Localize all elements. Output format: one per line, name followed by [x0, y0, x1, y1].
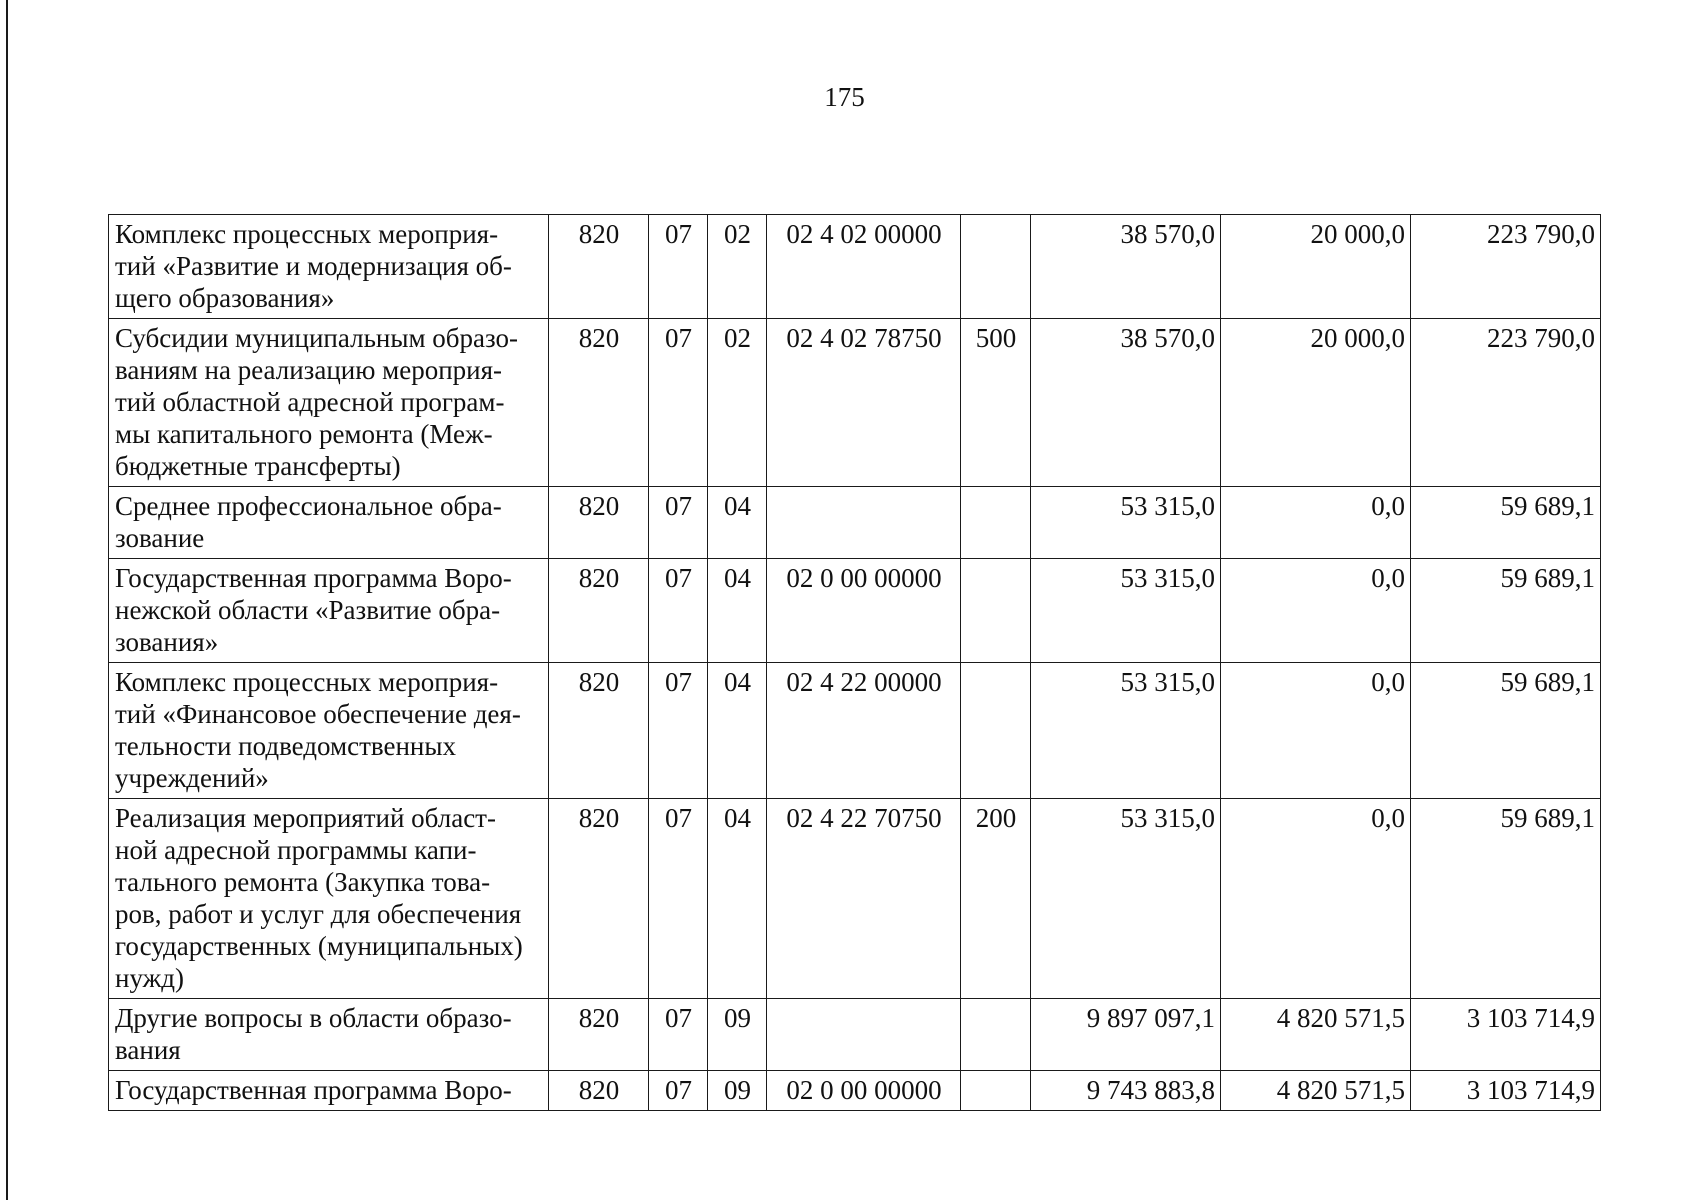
scan-left-border	[6, 0, 8, 1200]
cell-ministry-code: 820	[549, 487, 649, 559]
item-name-line: Государственная программа Воро-	[115, 1075, 512, 1105]
cell-amount-2: 0,0	[1221, 559, 1411, 663]
cell-amount-1: 38 570,0	[1031, 215, 1221, 319]
cell-subsection-code: 04	[708, 799, 767, 999]
cell-expense-type-code	[961, 1071, 1031, 1111]
page-number: 175	[824, 82, 865, 112]
cell-target-article-code: 02 4 02 78750	[767, 319, 961, 487]
item-name-line: ной адресной программы капи-	[115, 835, 477, 865]
table-row	[109, 799, 1601, 999]
item-name-line: ров, работ и услуг для обеспечения	[115, 899, 522, 929]
item-name-line: зование	[115, 523, 205, 553]
cell-expense-type-code: 500	[961, 319, 1031, 487]
cell-amount-1: 53 315,0	[1031, 663, 1221, 799]
cell-expense-type-code	[961, 559, 1031, 663]
cell-amount-1: 53 315,0	[1031, 799, 1221, 999]
cell-subsection-code: 04	[708, 559, 767, 663]
table-row	[109, 663, 1601, 799]
cell-ministry-code: 820	[549, 799, 649, 999]
cell-amount-2: 4 820 571,5	[1221, 999, 1411, 1071]
cell-subsection-code: 02	[708, 319, 767, 487]
cell-amount-1: 53 315,0	[1031, 487, 1221, 559]
item-name-line: тий «Развитие и модернизация об-	[115, 251, 512, 281]
cell-amount-1: 53 315,0	[1031, 559, 1221, 663]
cell-expense-type-code	[961, 215, 1031, 319]
item-name-line: Комплекс процессных мероприя-	[115, 667, 499, 697]
cell-amount-3: 223 790,0	[1411, 215, 1601, 319]
item-name-line: щего образования»	[115, 283, 335, 313]
cell-amount-2: 20 000,0	[1221, 215, 1411, 319]
budget-table	[108, 214, 1601, 1111]
item-name-line: Другие вопросы в области образо-	[115, 1003, 512, 1033]
cell-subsection-code: 02	[708, 215, 767, 319]
cell-item-name	[109, 215, 549, 319]
item-name-line: нужд)	[115, 963, 184, 993]
cell-subsection-code: 04	[708, 487, 767, 559]
item-name-line: зования»	[115, 627, 219, 657]
cell-target-article-code: 02 4 22 70750	[767, 799, 961, 999]
cell-target-article-code: 02 0 00 00000	[767, 559, 961, 663]
cell-section-code: 07	[649, 663, 708, 799]
cell-expense-type-code	[961, 663, 1031, 799]
cell-amount-3: 3 103 714,9	[1411, 1071, 1601, 1111]
item-name-line: тий областной адресной програм-	[115, 387, 505, 417]
item-name-line: мы капитального ремонта (Меж-	[115, 419, 493, 449]
cell-amount-1: 38 570,0	[1031, 319, 1221, 487]
table-row	[109, 487, 1601, 559]
item-name-line: бюджетные трансферты)	[115, 451, 401, 481]
cell-subsection-code: 09	[708, 1071, 767, 1111]
item-name-line: тий «Финансовое обеспечение дея-	[115, 699, 521, 729]
budget-table-body	[109, 215, 1601, 1111]
cell-section-code: 07	[649, 559, 708, 663]
cell-amount-3: 59 689,1	[1411, 663, 1601, 799]
cell-amount-3: 3 103 714,9	[1411, 999, 1601, 1071]
cell-amount-3: 59 689,1	[1411, 487, 1601, 559]
cell-ministry-code: 820	[549, 215, 649, 319]
table-row	[109, 559, 1601, 663]
cell-item-name	[109, 319, 549, 487]
cell-expense-type-code	[961, 999, 1031, 1071]
cell-expense-type-code	[961, 487, 1031, 559]
item-name-line: нежской области «Развитие обра-	[115, 595, 501, 625]
cell-target-article-code: 02 4 22 00000	[767, 663, 961, 799]
item-name-line: ваниям на реализацию мероприя-	[115, 355, 503, 385]
cell-section-code: 07	[649, 487, 708, 559]
cell-section-code: 07	[649, 215, 708, 319]
table-row	[109, 999, 1601, 1071]
cell-item-name	[109, 487, 549, 559]
item-name-line: учреждений»	[115, 763, 269, 793]
cell-amount-1: 9 743 883,8	[1031, 1071, 1221, 1111]
cell-amount-3: 59 689,1	[1411, 799, 1601, 999]
cell-expense-type-code: 200	[961, 799, 1031, 999]
cell-target-article-code	[767, 487, 961, 559]
cell-section-code: 07	[649, 319, 708, 487]
table-row	[109, 1071, 1601, 1111]
cell-ministry-code: 820	[549, 319, 649, 487]
cell-target-article-code	[767, 999, 961, 1071]
cell-amount-2: 20 000,0	[1221, 319, 1411, 487]
cell-item-name	[109, 559, 549, 663]
cell-target-article-code: 02 4 02 00000	[767, 215, 961, 319]
item-name-line: Среднее профессиональное обра-	[115, 491, 502, 521]
cell-amount-2: 0,0	[1221, 799, 1411, 999]
item-name-line: тального ремонта (Закупка това-	[115, 867, 491, 897]
item-name-line: государственных (муниципальных)	[115, 931, 523, 961]
cell-amount-2: 4 820 571,5	[1221, 1071, 1411, 1111]
item-name-line: Государственная программа Воро-	[115, 563, 512, 593]
cell-target-article-code: 02 0 00 00000	[767, 1071, 961, 1111]
table-row	[109, 319, 1601, 487]
cell-section-code: 07	[649, 999, 708, 1071]
cell-amount-2: 0,0	[1221, 487, 1411, 559]
table-row	[109, 215, 1601, 319]
cell-subsection-code: 09	[708, 999, 767, 1071]
cell-amount-3: 223 790,0	[1411, 319, 1601, 487]
item-name-line: тельности подведомственных	[115, 731, 457, 761]
cell-subsection-code: 04	[708, 663, 767, 799]
cell-ministry-code: 820	[549, 663, 649, 799]
cell-item-name	[109, 1071, 549, 1111]
item-name-line: вания	[115, 1035, 181, 1065]
item-name-line: Комплекс процессных мероприя-	[115, 219, 499, 249]
cell-amount-3: 59 689,1	[1411, 559, 1601, 663]
item-name-line: Реализация мероприятий област-	[115, 803, 496, 833]
cell-ministry-code: 820	[549, 999, 649, 1071]
cell-ministry-code: 820	[549, 559, 649, 663]
cell-amount-2: 0,0	[1221, 663, 1411, 799]
cell-item-name	[109, 663, 549, 799]
cell-item-name	[109, 799, 549, 999]
item-name-line: Субсидии муниципальным образо-	[115, 323, 519, 353]
cell-section-code: 07	[649, 1071, 708, 1111]
cell-section-code: 07	[649, 799, 708, 999]
cell-item-name	[109, 999, 549, 1071]
cell-amount-1: 9 897 097,1	[1031, 999, 1221, 1071]
cell-ministry-code: 820	[549, 1071, 649, 1111]
